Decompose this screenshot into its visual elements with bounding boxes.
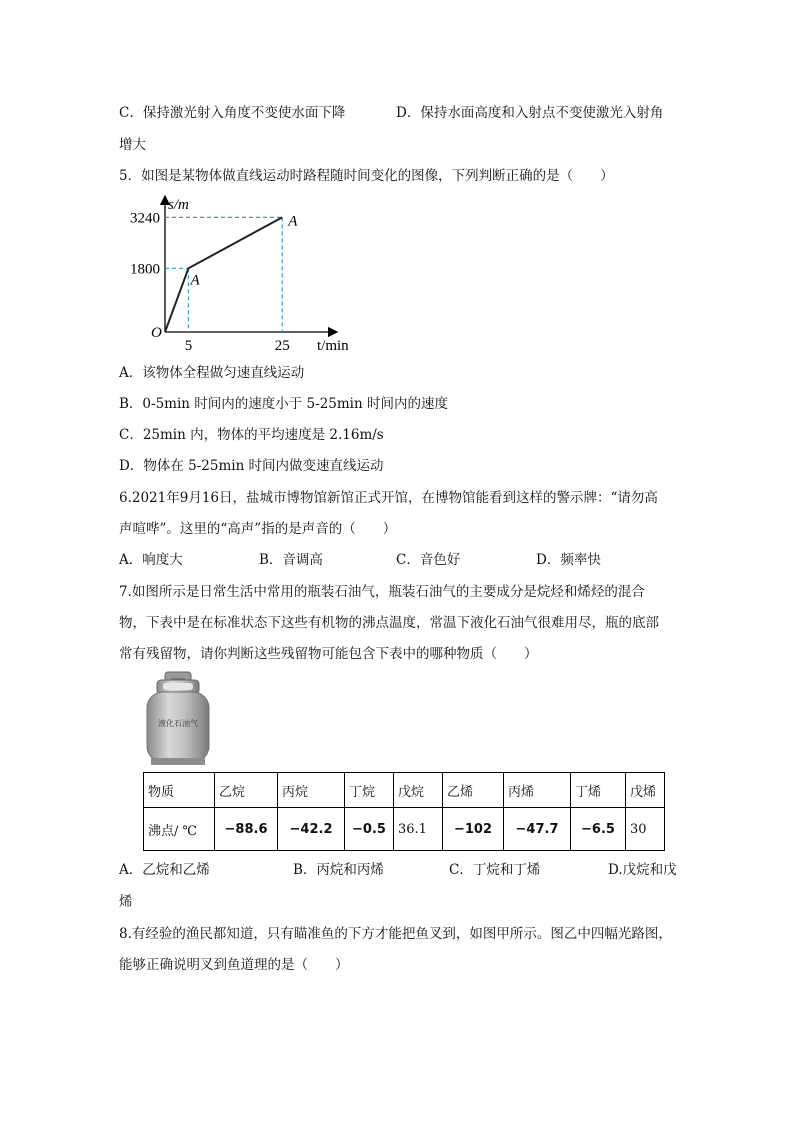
table-cell: −88.6	[215, 808, 278, 851]
cylinder-label: 液化石油气	[158, 719, 198, 728]
table-cell: −102	[443, 808, 504, 851]
table-cell: −6.5	[571, 808, 626, 851]
y-axis-label: s/m	[168, 197, 189, 213]
q7-option-d-continued: 烯	[119, 894, 133, 910]
q5-option-b: B．0-5min 时间内的速度小于 5-25min 时间内的速度	[119, 396, 448, 412]
q7-option-b: B．丙烷和丙烯	[293, 862, 384, 878]
q5-stem: 5．如图是某物体做直线运动时路程随时间变化的图像，下列判断正确的是（ ）	[119, 168, 614, 184]
q7-option-a: A．乙烷和乙烯	[119, 862, 210, 878]
series-line	[165, 217, 282, 332]
q6-stem-line1: 6.2021年9月16日，盐城市博物馆新馆正式开馆，在博物馆能看到这样的警示牌：“请勿高	[119, 490, 658, 506]
x-tick-label: 5	[184, 338, 193, 354]
table-header-cell: 物质	[144, 773, 215, 808]
x-tick-label: 25	[274, 338, 290, 354]
q6-option-c: C．音色好	[396, 552, 461, 568]
distance-time-graph	[130, 192, 360, 362]
table-header-cell: 乙烯	[443, 773, 504, 808]
table-cell: 30	[626, 808, 665, 851]
boiling-point-table	[143, 772, 665, 851]
y-tick-label: 1800	[130, 261, 160, 278]
q6-option-d: D．频率快	[536, 552, 601, 568]
q5-option-c: C．25min 内，物体的平均速度是 2.16m/s	[119, 427, 384, 443]
q7-option-c: C．丁烷和丁烯	[449, 862, 541, 878]
point-label: A	[190, 272, 200, 289]
q6-option-b: B．音调高	[259, 552, 323, 568]
q5-option-a: A．该物体全程做匀速直线运动	[119, 365, 305, 381]
table-header-cell: 戊烯	[626, 773, 665, 808]
q7-stem-line2: 物，下表中是在标准状态下这些有机物的沸点温度，常温下液化石油气很难用尽，瓶的底部	[119, 615, 659, 631]
origin-label: O	[151, 325, 162, 341]
q4-option-d-continued: 增大	[119, 137, 146, 153]
q6-stem-line2: 声喧哗”。这里的“高声”指的是声音的（ ）	[119, 521, 397, 537]
table-cell: −42.2	[278, 808, 345, 851]
table-header-cell: 丙烷	[278, 773, 345, 808]
q7-option-d: D.戊烷和戊	[608, 862, 677, 878]
gas-cylinder-image	[143, 670, 213, 766]
table-cell: −47.7	[504, 808, 571, 851]
table-cell: 36.1	[394, 808, 443, 851]
y-tick-label: 3240	[130, 210, 160, 227]
q5-option-d: D．物体在 5-25min 时间内做变速直线运动	[119, 458, 384, 474]
q8-stem-line1: 8.有经验的渔民都知道，只有瞄准鱼的下方才能把鱼叉到，如图甲所示。图乙中四幅光路图，	[119, 926, 672, 942]
q6-option-a: A．响度大	[119, 552, 183, 568]
q4-option-c: C．保持激光射入角度不变使水面下降	[119, 105, 346, 121]
table-row-label: 沸点/ ℃	[144, 808, 215, 851]
q7-stem-line3: 常有残留物，请你判断这些残留物可能包含下表中的哪种物质（ ）	[119, 646, 538, 662]
x-axis-label: t/min	[317, 338, 349, 354]
q8-stem-line2: 能够正确说明叉到鱼道理的是（ ）	[119, 957, 349, 973]
table-header-cell: 乙烷	[215, 773, 278, 808]
table-header-cell: 丁烯	[571, 773, 626, 808]
q7-stem-line1: 7.如图所示是日常生活中常用的瓶装石油气，瓶装石油气的主要成分是烷烃和烯烃的混合	[119, 584, 645, 600]
table-header-cell: 丁烷	[345, 773, 394, 808]
q4-option-d: D．保持水面高度和入射点不变使激光入射角	[396, 105, 664, 121]
table-header-row	[144, 773, 665, 808]
table-row	[144, 808, 665, 851]
point-label: A	[288, 213, 298, 230]
table-header-cell: 丙烯	[504, 773, 571, 808]
table-cell: −0.5	[345, 808, 394, 851]
table-header-cell: 戊烷	[394, 773, 443, 808]
